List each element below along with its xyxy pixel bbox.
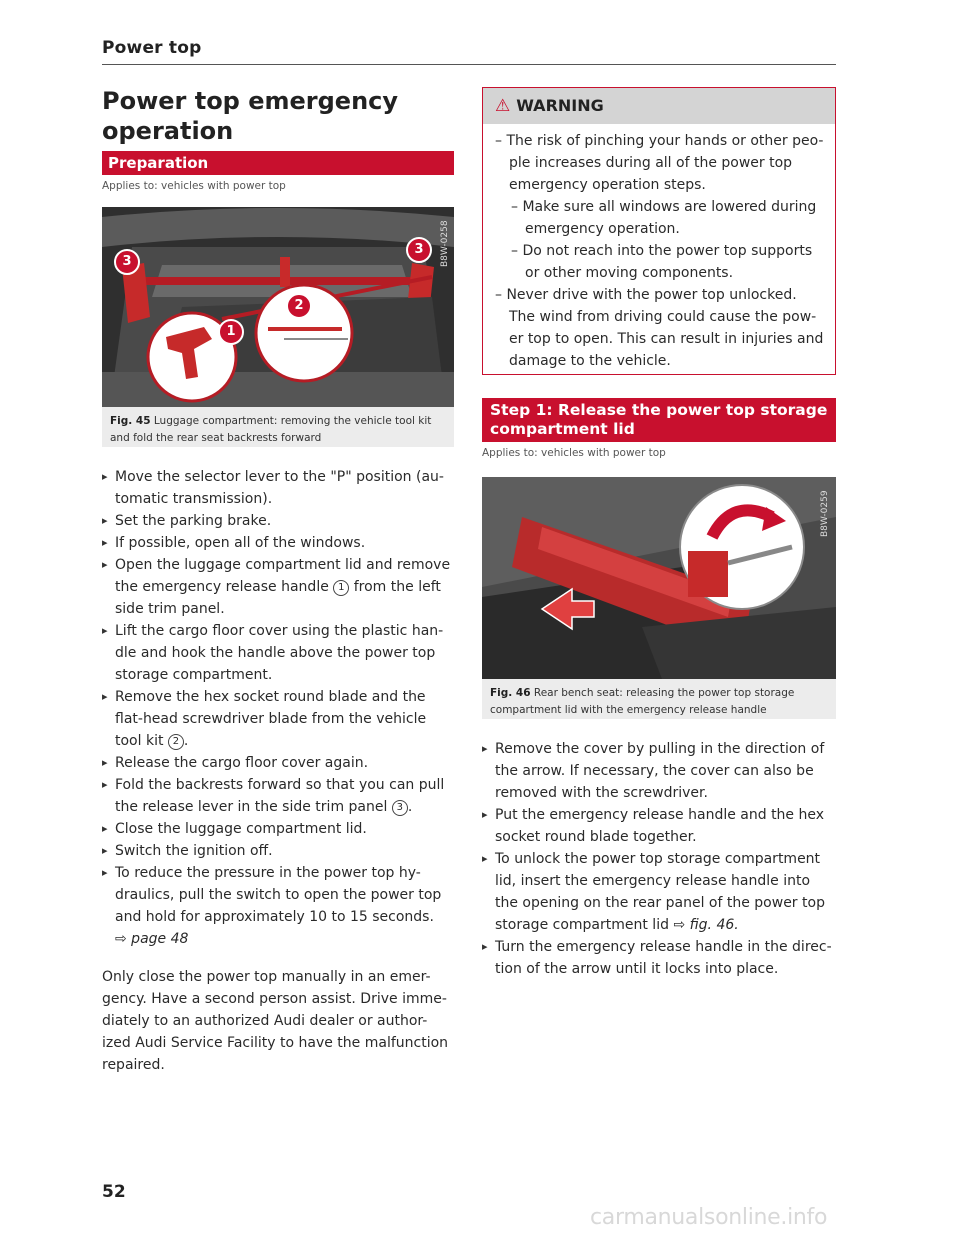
warning-item: – Never drive with the power top unlocked. The wind from driving could cause the pow-er top to open. This can result in injuries and damage to the vehicle. [495, 287, 824, 369]
running-title: Power top [102, 38, 202, 58]
step-1-heading: Step 1: Release the power top storage compartment lid [482, 398, 836, 442]
closing-paragraph: Only close the power top manually in an emer-gency. Have a second person assist. Drive imme-diately to an authorized Audi dealer or author-ized Audi Service Facility to have the malfunction repaired. [102, 969, 449, 1073]
page-48-link[interactable]: ⇨ page 48 [115, 931, 189, 947]
list-item: ▸ Switch the ignition off. [102, 840, 454, 862]
preparation-steps [102, 466, 454, 950]
list-item: ▸ To unlock the power top storage compartment lid, insert the emergency release handle into the opening on the rear panel of the power top storage compartment lid ⇨ fig. 46. [482, 848, 836, 936]
figure-46-caption [482, 679, 836, 719]
applies-to-note: Applies to: vehicles with power top [102, 180, 286, 192]
list-item: ▸ Close the luggage compartment lid. [102, 818, 454, 840]
figure-45-image [102, 207, 454, 407]
warning-body [483, 124, 835, 372]
page-number: 52 [102, 1182, 126, 1202]
list-item: ▸ To reduce the pressure in the power top hy-draulics, pull the switch to open the power top and hold for approximately 10 to 15 seconds. ⇨ page 48 [102, 862, 454, 950]
figure-45-number: Fig. 45 [110, 415, 151, 427]
list-item: ▸ If possible, open all of the windows. [102, 532, 454, 554]
list-item: ▸ Open the luggage compartment lid and remove the emergency release handle 1 from the left side trim panel. [102, 554, 454, 620]
storage-lid-illustration [482, 477, 836, 679]
warning-triangle-icon: ⚠ [495, 96, 511, 116]
section-title-line2: operation [102, 117, 234, 145]
warning-subitem: – Make sure all windows are lowered during emergency operation. [511, 199, 817, 237]
list-item: ▸ Turn the emergency release handle in the direc-tion of the arrow until it locks into place. [482, 936, 836, 980]
callout-ref-2: 2 [168, 734, 184, 750]
figure-45-caption-text: Luggage compartment: removing the vehicle tool kit and fold the rear seat backrests forward [110, 415, 432, 444]
callout-1: 1 [218, 319, 244, 345]
step-1-items [482, 738, 836, 980]
section-title-line1: Power top emergency [102, 87, 399, 115]
warning-box [482, 87, 836, 375]
figure-46-caption-text: Rear bench seat: releasing the power top storage compartment lid with the emergency release handle [490, 687, 795, 716]
list-item: ▸ Set the parking brake. [102, 510, 454, 532]
list-item: ▸ Put the emergency release handle and the hex socket round blade together. [482, 804, 836, 848]
list-item: ▸ Remove the hex socket round blade and the flat-head screwdriver blade from the vehicle tool kit 2 . [102, 686, 454, 752]
figure-46-code: B8W-0259 [820, 490, 830, 537]
figure-46-number: Fig. 46 [490, 687, 531, 699]
list-item: ▸ Remove the cover by pulling in the direction of the arrow. If necessary, the cover can also be removed with the screwdriver. [482, 738, 836, 804]
warning-title: WARNING [516, 96, 604, 115]
figure-45-caption [102, 407, 454, 447]
watermark: carmanualsonline.info [590, 1205, 828, 1230]
callout-3-right: 3 [406, 237, 432, 263]
callout-3-left: 3 [114, 249, 140, 275]
warning-subitem: – Do not reach into the power top supports or other moving components. [511, 243, 813, 281]
list-item: ▸ Move the selector lever to the "P" position (au-tomatic transmission). [102, 466, 454, 510]
figure-45-code: B8W-0258 [440, 220, 450, 267]
figure-46-image [482, 477, 836, 679]
callout-2: 2 [286, 293, 312, 319]
warning-header [483, 88, 835, 124]
callout-ref-3: 3 [392, 800, 408, 816]
warning-item: – The risk of pinching your hands or other peo-ple increases during all of the power top emergency operation steps. [495, 133, 824, 193]
header-rule [102, 64, 836, 65]
list-item: ▸ Release the cargo floor cover again. [102, 752, 454, 774]
step-1-applies-to: Applies to: vehicles with power top [482, 447, 666, 459]
section-title [102, 86, 462, 146]
preparation-heading: Preparation [102, 151, 454, 175]
callout-ref-1: 1 [333, 580, 349, 596]
list-item: ▸ Lift the cargo floor cover using the plastic han-dle and hook the handle above the power top storage compartment. [102, 620, 454, 686]
list-item: ▸ Fold the backrests forward so that you can pull the release lever in the side trim panel 3 . [102, 774, 454, 818]
fig-46-link[interactable]: ⇨ fig. 46. [673, 917, 739, 933]
luggage-compartment-illustration [102, 207, 454, 407]
